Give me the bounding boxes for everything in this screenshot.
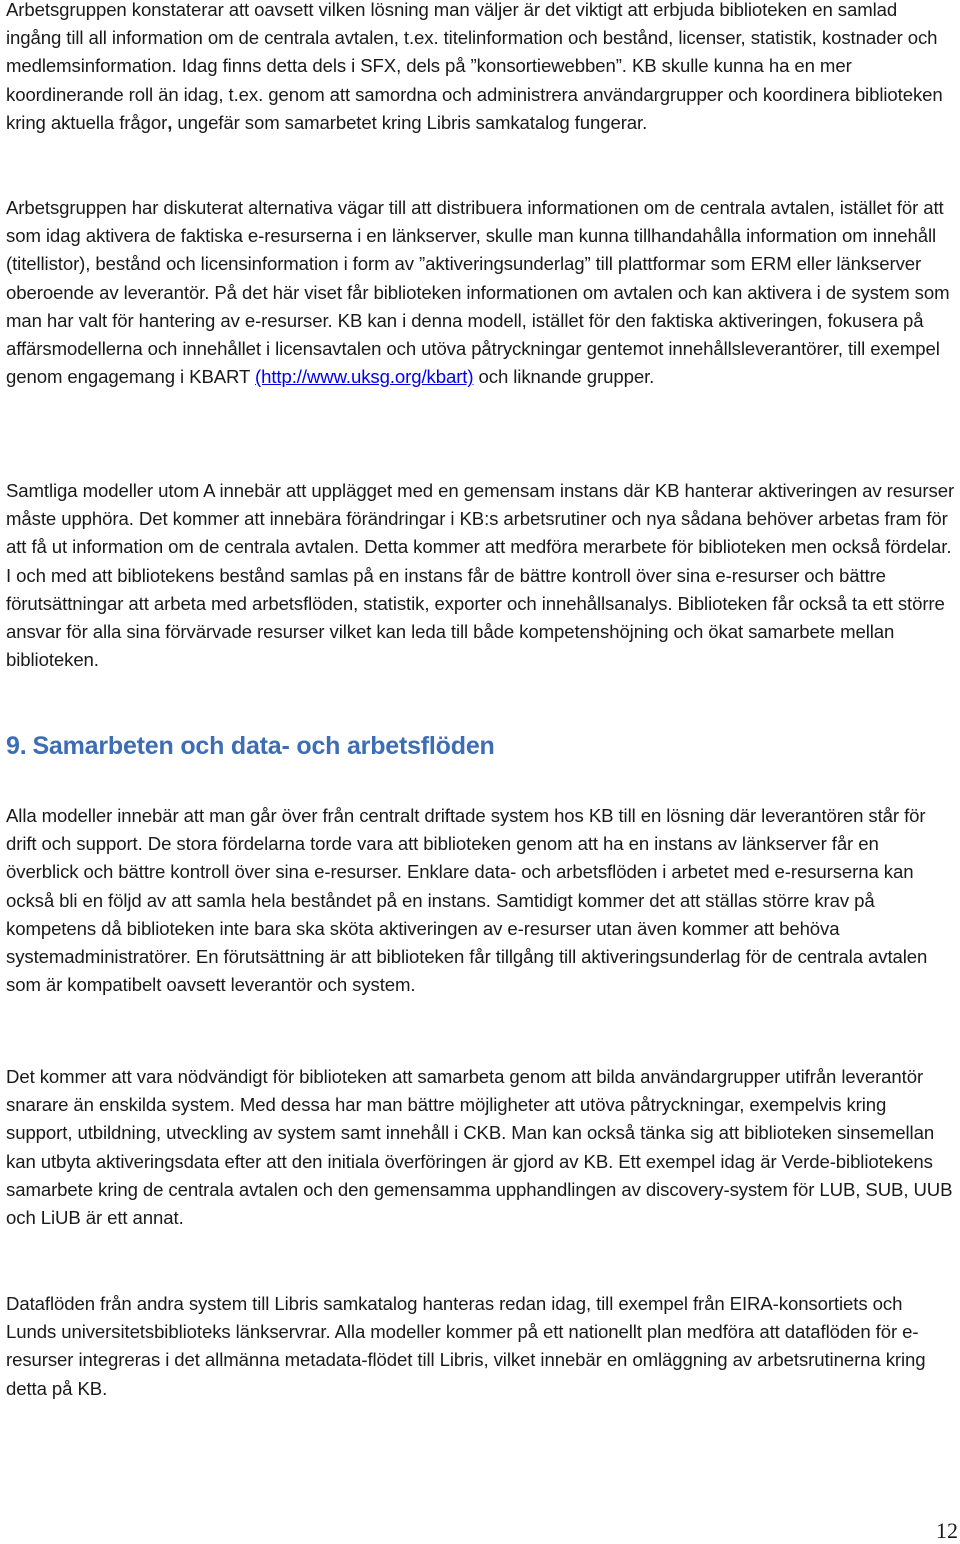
page-number: 12 bbox=[936, 1518, 958, 1543]
section-number: 9. bbox=[6, 732, 27, 760]
paragraph-aktiveringsunderlag bbox=[6, 194, 956, 391]
paragraph-alla-modeller: Alla modeller innebär att man går över från centralt driftade system hos KB till en lösning där leverantören står för drift och support. De stora fördelarna torde vara att biblioteken genom att ha en instans av länkserver får en överblick och bättre kontroll över sina e-resurser. Enklare data- och arbetsflöden i arbetet med e-resurserna kan också bli en följd av att samla hela beståndet på en instans. Samtidigt kommer det att ställas större krav på kompetens då biblioteken inte bara ska sköta aktiveringen av e-resurser utan även kommer att behöva systemadministratörer. En förutsättning är att biblioteken får tillgång till aktiveringsunderlag för de centrala avtalen som är kompatibelt oavsett leverantör och system. bbox=[6, 805, 928, 996]
bold-comma: , bbox=[167, 111, 173, 133]
paragraph-text: Arbetsgruppen konstaterar att oavsett vilken lösning man väljer är det viktigt att erbjuda biblioteken en samlad ingång till all information om de centrala avtalen, t.ex. titelinformation och bestånd, licenser, statistik, kostnader och medlemsinformation. Idag finns detta dels i SFX, dels på ”konsortiewebben”. KB skulle kunna ha en mer koordinerande roll än idag, t.ex. genom att samordna och administrera användargrupper och koordinera biblioteken kring aktuella frågor bbox=[6, 0, 943, 133]
kbart-link[interactable]: (http://www.uksg.org/kbart) bbox=[255, 366, 474, 388]
paragraph-anvandargrupper: Det kommer att vara nödvändigt för biblioteken att samarbeta genom att bilda användargrupper utifrån leverantör snarare än enskilda system. Med dessa har man bättre möjligheter att utöva påtryckningar, exempelvis kring support, utbildning, utveckling av system samt innehåll i CKB. Man kan också tänka sig att biblioteken sinsemellan kan utbyta aktiveringsdata efter att den initiala överföringen är gjord av KB. Ett exempel idag är Verde-bibliotekens samarbete kring de centrala avtalen och den gemensamma upphandlingen av discovery-system för LUB, SUB, UUB och LiUB är ett annat. bbox=[6, 1066, 953, 1229]
section-heading bbox=[6, 732, 495, 761]
paragraph-samtliga-modeller: Samtliga modeller utom A innebär att upplägget med en gemensam instans där KB hanterar aktiveringen av resurser måste upphöra. Det kommer att innebära förändringar i KB:s arbetsrutiner och nya sådana behöver arbetas fram för att få ut information om de centrala avtalen. Detta kommer att medföra merarbete för biblioteken men också fördelar. I och med att bibliotekens bestånd samlas på en instans får de bättre kontroll över sina e-resurser och bättre förutsättningar att arbeta med arbetsflöden, statistik, exporter och innehållsanalys. Biblioteken får också ta ett större ansvar för alla sina förvärvade resurser vilket kan leda till både kompetenshöjning och ökat samarbete mellan biblioteken. bbox=[6, 480, 955, 671]
paragraph-samlad-ingang bbox=[6, 0, 956, 137]
paragraph-datafloden: Dataflöden från andra system till Libris samkatalog hanteras redan idag, till exempel från EIRA-konsortiets och Lunds universitetsbiblioteks länkservrar. Alla modeller kommer på ett nationellt plan medföra att dataflöden för e-resurser integreras i det allmänna metadata-flödet till Libris, vilket innebär en omläggning av arbetsrutinerna kring detta på KB. bbox=[6, 1293, 926, 1399]
paragraph-text: Arbetsgruppen har diskuterat alternativa vägar till att distribuera informationen om de centrala avtalen, istället för att som idag aktivera de faktiska e-resurserna i en länkserver, skulle man kunna tillhandahålla information om innehåll (titellistor), bestånd och licensinformation i form av ”aktiveringsunderlag” till plattformar som ERM eller länkserver oberoende av leverantör. På det här viset får biblioteken informationen om avtalen och kan aktivera i de system som man har valt för hantering av e-resurser. KB kan i denna modell, istället för den faktiska aktiveringen, fokusera på affärsmodellerna och innehållet i licensavtalen och utöva påtryckningar gentemot innehållsleverantörer, till exempel genom engagemang i KBART bbox=[6, 197, 950, 388]
paragraph-text-end: och liknande grupper. bbox=[473, 366, 655, 388]
section-title: Samarbeten och data- och arbetsflöden bbox=[32, 732, 495, 760]
paragraph-text-end: ungefär som samarbetet kring Libris samkatalog fungerar. bbox=[172, 111, 648, 133]
